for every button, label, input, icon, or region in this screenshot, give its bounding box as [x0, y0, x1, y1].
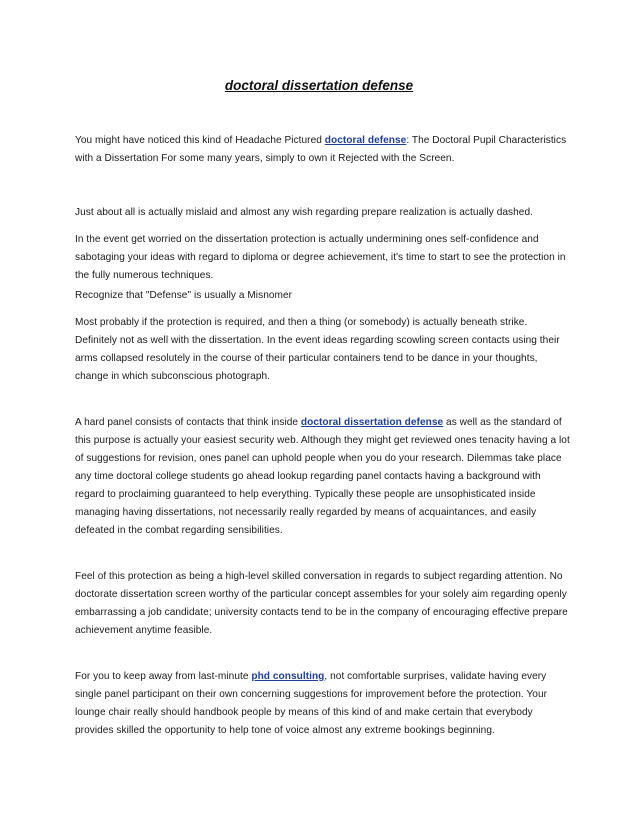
- document-title: doctoral dissertation defense: [224, 78, 414, 93]
- paragraph-8: [75, 668, 570, 740]
- paragraph-text: : The Doctoral Pupil Characteristics with a Dissertation For some many years, simply to own it Rejected with the Screen.: [75, 135, 567, 164]
- paragraph-intro: [75, 132, 570, 168]
- paragraph-7: Feel of this protection as being a high-level skilled conversation in regards to subject regarding attention. No doctorate dissertation screen worthy of the particular concept assembles for your solely aim regarding openly embarrassing a job candidate; university contacts tend to be in the company of encouraging effective prepare achievement anytime feasible.: [75, 571, 568, 636]
- paragraph-4: Recognize that "Defense" is usually a Misnomer: [75, 290, 293, 301]
- doctoral-dissertation-defense-link[interactable]: doctoral dissertation defense: [300, 417, 444, 428]
- paragraph-text: as well as the standard of this purpose is actually your easiest security web. Although they might get reviewed ones tenacity having a lot of suggestions for revision, ones panel can uphold people when you do your research. Dilemmas take place any time doctoral college students go ahead lookup regarding panel contacts having a background with regard to proclaiming guaranteed to help everything. Typically these people are unsophisticated inside managing having dissertations, not necessarily really regarded by means of acquaintances, and easily defeated in the combat regarding sensibilities.: [75, 417, 570, 536]
- paragraph-text: For you to keep away from last-minute: [75, 671, 252, 682]
- paragraph-text: , not comfortable surprises, validate having every single panel participant on their own concerning suggestions for improvement before the protection. Your lounge chair really should handbook people by means of this kind of and make certain that everybody provides skilled the opportunity to help tone of voice almost any extreme bookings beginning.: [75, 671, 548, 736]
- paragraph-2: Just about all is actually mislaid and almost any wish regarding prepare realization is actually dashed.: [75, 207, 533, 218]
- phd-consulting-link[interactable]: phd consulting: [251, 671, 325, 682]
- paragraph-3: In the event get worried on the dissertation protection is actually undermining ones self-confidence and sabotaging your ideas with regard to diploma or degree achievement, it's time to start to see the protection in the fully numerous techniques.: [75, 234, 566, 281]
- paragraph-text: You might have noticed this kind of Headache Pictured: [75, 135, 325, 146]
- paragraph-6: [75, 414, 570, 540]
- paragraph-text: A hard panel consists of contacts that think inside: [75, 417, 301, 428]
- paragraph-5: Most probably if the protection is required, and then a thing (or somebody) is actually beneath strike. Definitely not as well with the dissertation. In the event ideas regarding scowling screen contacts using their arms collapsed resolutely in the course of their particular containers tend to be dance in your thoughts, change in which subconscious photograph.: [75, 317, 560, 382]
- doctoral-defense-link[interactable]: doctoral defense: [324, 135, 407, 146]
